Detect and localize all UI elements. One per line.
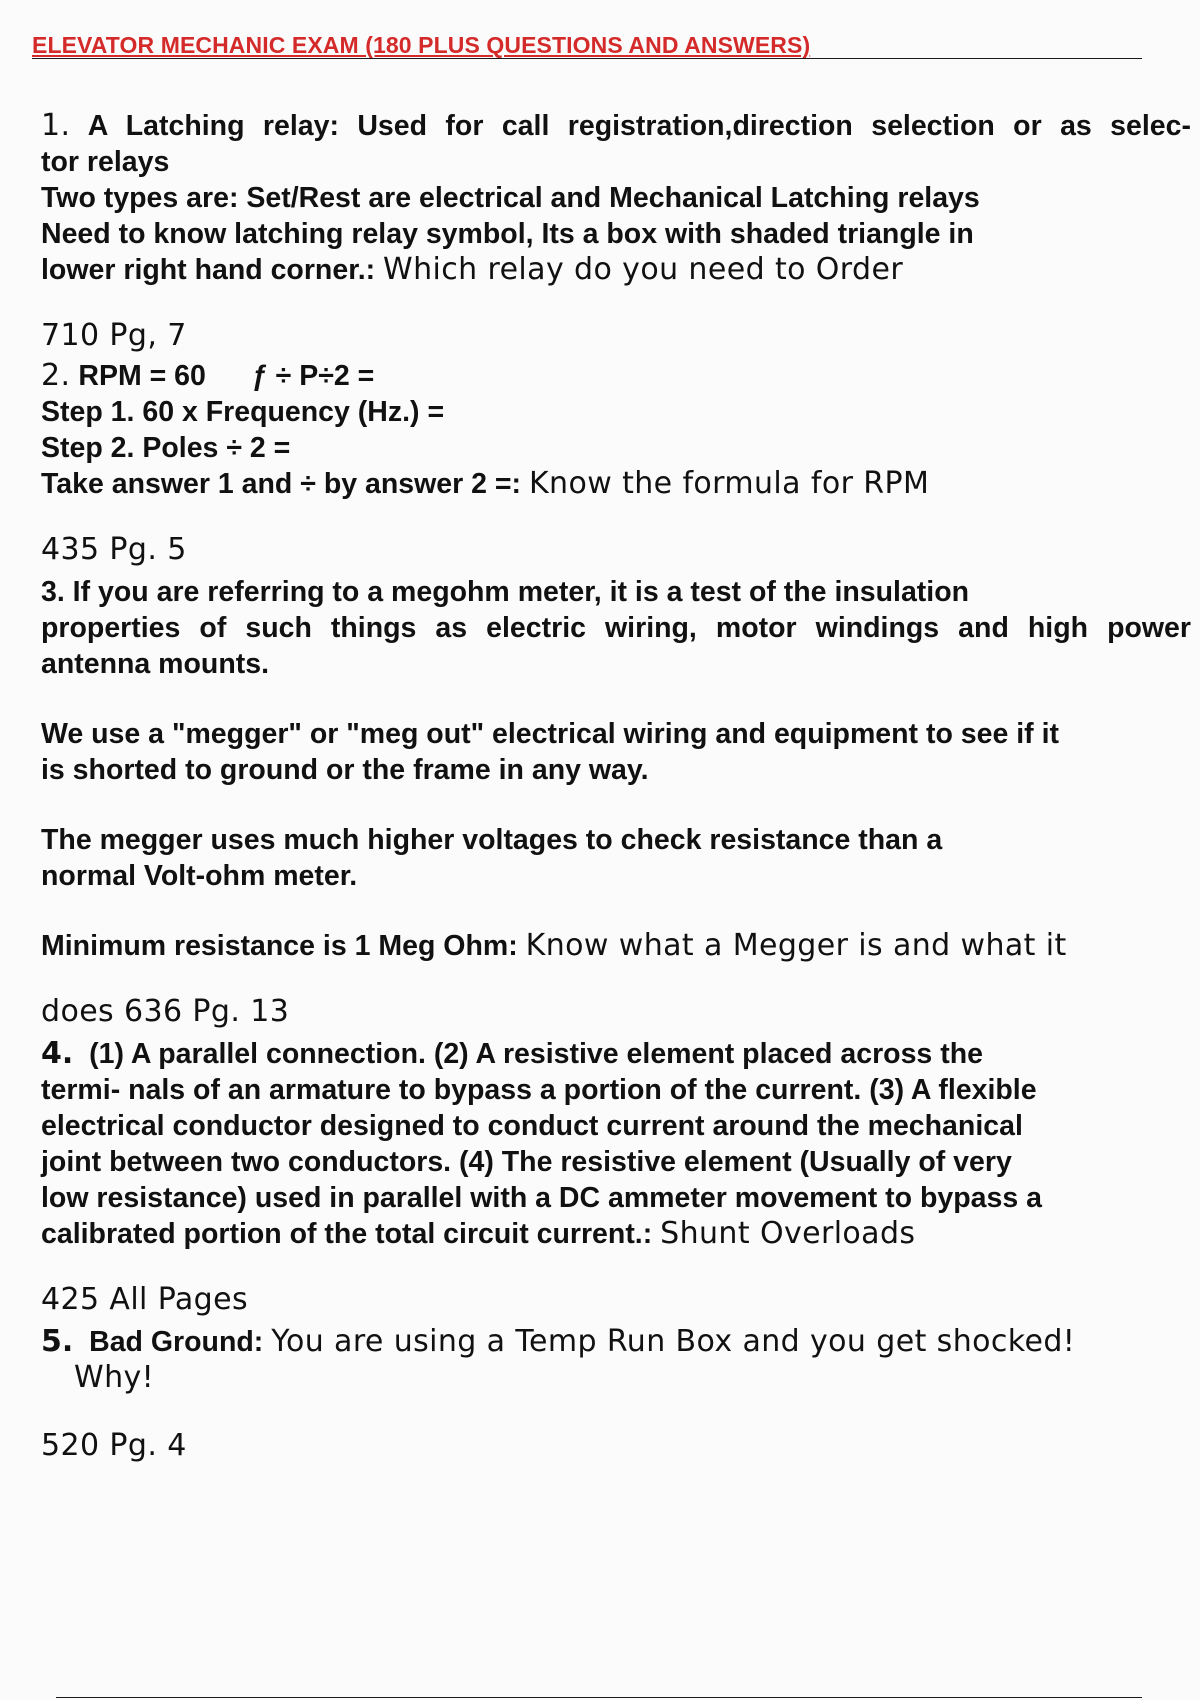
question-3-line-1: 3. If you are referring to a megohm meter, it is a test of the insulation: [41, 576, 970, 608]
question-4-line-4: joint between two conductors. (4) The resistive element (Usually of very: [41, 1146, 1012, 1178]
question-2-step-3: Take answer 1 and ÷ by answer 2 =: Know the formula for RPM: [41, 466, 930, 501]
question-list: [41, 108, 1191, 1466]
question-3-answer: Know what a Megger is and what it: [525, 928, 1067, 963]
question-1-line-5: lower right hand corner.: Which relay do you need to Order: [41, 252, 904, 287]
question-3-paragraph-4: Minimum resistance is 1 Meg Ohm: Know what a Megger is and what it: [41, 928, 1067, 963]
page-title: ELEVATOR MECHANIC EXAM (180 PLUS QUESTIONS AND ANSWERS): [32, 32, 811, 58]
question-4-line-6: calibrated portion of the total circuit current.: Shunt Overloads: [41, 1216, 916, 1251]
question-4-answer: Shunt Overloads: [660, 1216, 916, 1251]
question-1-line-1: 1. A Latching relay: Used for call registration,direction selection or as selec-: [41, 108, 1191, 143]
question-3-paragraph-3-line-2: normal Volt-ohm meter.: [41, 860, 358, 892]
question-2: [41, 358, 1191, 570]
question-2-step-1: Step 1. 60 x Frequency (Hz.) =: [41, 396, 445, 428]
question-2-step-2: Step 2. Poles ÷ 2 =: [41, 432, 291, 464]
question-3-line-3: antenna mounts.: [41, 648, 270, 680]
question-5-answer-line-2: Why!: [74, 1360, 155, 1395]
question-4-line-3: electrical conductor designed to conduct current around the mechanical: [41, 1110, 1023, 1142]
question-3: [41, 574, 1191, 1032]
question-4-reference: 425 All Pages: [41, 1282, 248, 1317]
question-2-answer: Know the formula for RPM: [528, 466, 930, 501]
question-3-paragraph-3-line-1: The megger uses much higher voltages to check resistance than a: [41, 824, 943, 856]
question-5-line-1: 5. Bad Ground: You are using a Temp Run Box and you get shocked!: [41, 1324, 1076, 1359]
question-4-line-5: low resistance) used in parallel with a DC ammeter movement to bypass a: [41, 1182, 1042, 1214]
question-3-line-2: properties of such things as electric wiring, motor windings and high power: [41, 612, 1191, 644]
question-5-reference: 520 Pg. 4: [41, 1428, 187, 1463]
question-3-reference: does 636 Pg. 13: [41, 994, 290, 1029]
question-1-answer: Which relay do you need to Order: [383, 252, 904, 287]
question-4-line-2: termi- nals of an armature to bypass a portion of the current. (3) A flexible: [41, 1074, 1037, 1106]
question-5-answer: You are using a Temp Run Box and you get shocked!: [271, 1324, 1076, 1359]
question-1-line-3: Two types are: Set/Rest are electrical and Mechanical Latching relays: [41, 182, 980, 214]
question-1-line-4: Need to know latching relay symbol, Its a box with shaded triangle in: [41, 218, 974, 250]
question-1: [41, 108, 1191, 356]
page-header: [32, 32, 1142, 59]
footer-divider: [56, 1697, 1142, 1698]
question-3-paragraph-2-line-2: is shorted to ground or the frame in any way.: [41, 754, 649, 786]
question-2-formula: 2. RPM = 60 ƒ ÷ P÷2 =: [41, 358, 375, 393]
question-1-reference: 710 Pg, 7: [41, 318, 187, 353]
question-2-reference: 435 Pg. 5: [41, 532, 187, 567]
question-1-line-2: tor relays: [41, 146, 170, 178]
question-4: [41, 1036, 1191, 1320]
question-4-line-1: 4. (1) A parallel connection. (2) A resistive element placed across the: [41, 1036, 983, 1071]
question-3-paragraph-2-line-1: We use a "megger" or "meg out" electrical wiring and equipment to see if it: [41, 718, 1059, 750]
question-5: [41, 1324, 1191, 1466]
